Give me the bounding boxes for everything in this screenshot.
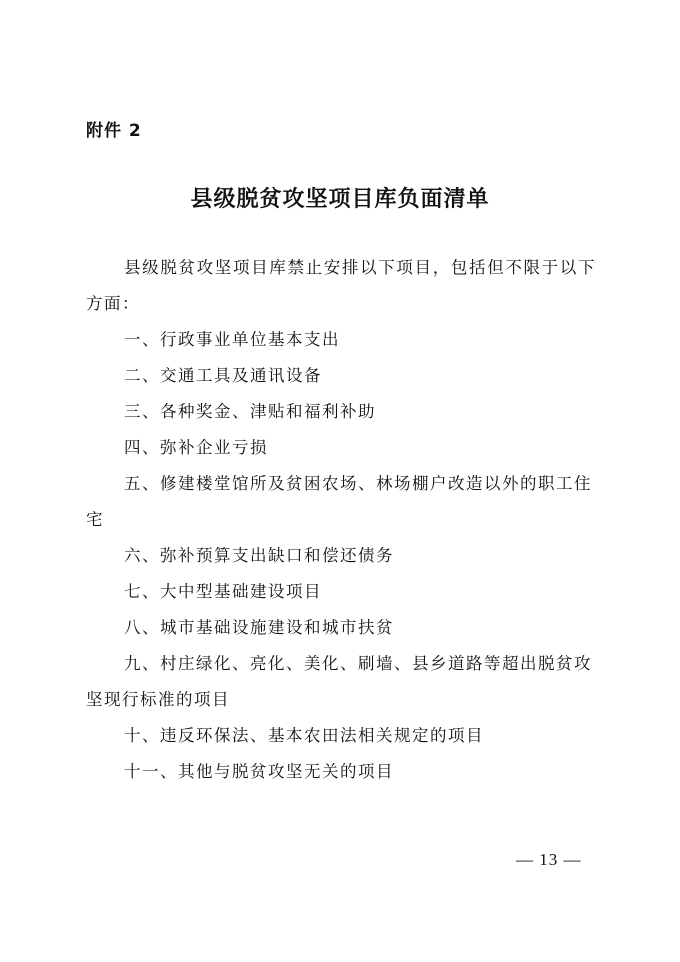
list-item: 七、大中型基础建设项目 (124, 582, 322, 601)
intro-paragraph: 县级脱贫攻坚项目库禁止安排以下项目，包括但不限于以下方面： (86, 258, 596, 313)
list-item: 五、修建楼堂馆所及贫困农场、林场棚户改造以外的职工住宅 (86, 474, 592, 529)
list-item: 二、交通工具及通讯设备 (124, 366, 322, 385)
document-body (86, 250, 596, 790)
attachment-label: 附件 2 (86, 121, 142, 141)
document-title: 县级脱贫攻坚项目库负面清单 (190, 187, 490, 212)
page-number: — 13 — (516, 850, 582, 869)
list-item: 十、违反环保法、基本农田法相关规定的项目 (124, 726, 484, 745)
list-item: 九、村庄绿化、亮化、美化、刷墙、县乡道路等超出脱贫攻坚现行标准的项目 (86, 654, 592, 709)
list-item: 八、城市基础设施建设和城市扶贫 (124, 618, 394, 637)
list-item: 三、各种奖金、津贴和福利补助 (124, 402, 376, 421)
list-item: 十一、其他与脱贫攻坚无关的项目 (124, 762, 394, 781)
list-item: 四、弥补企业亏损 (124, 438, 268, 457)
list-item: 六、弥补预算支出缺口和偿还债务 (124, 546, 394, 565)
list-item: 一、行政事业单位基本支出 (124, 330, 340, 349)
